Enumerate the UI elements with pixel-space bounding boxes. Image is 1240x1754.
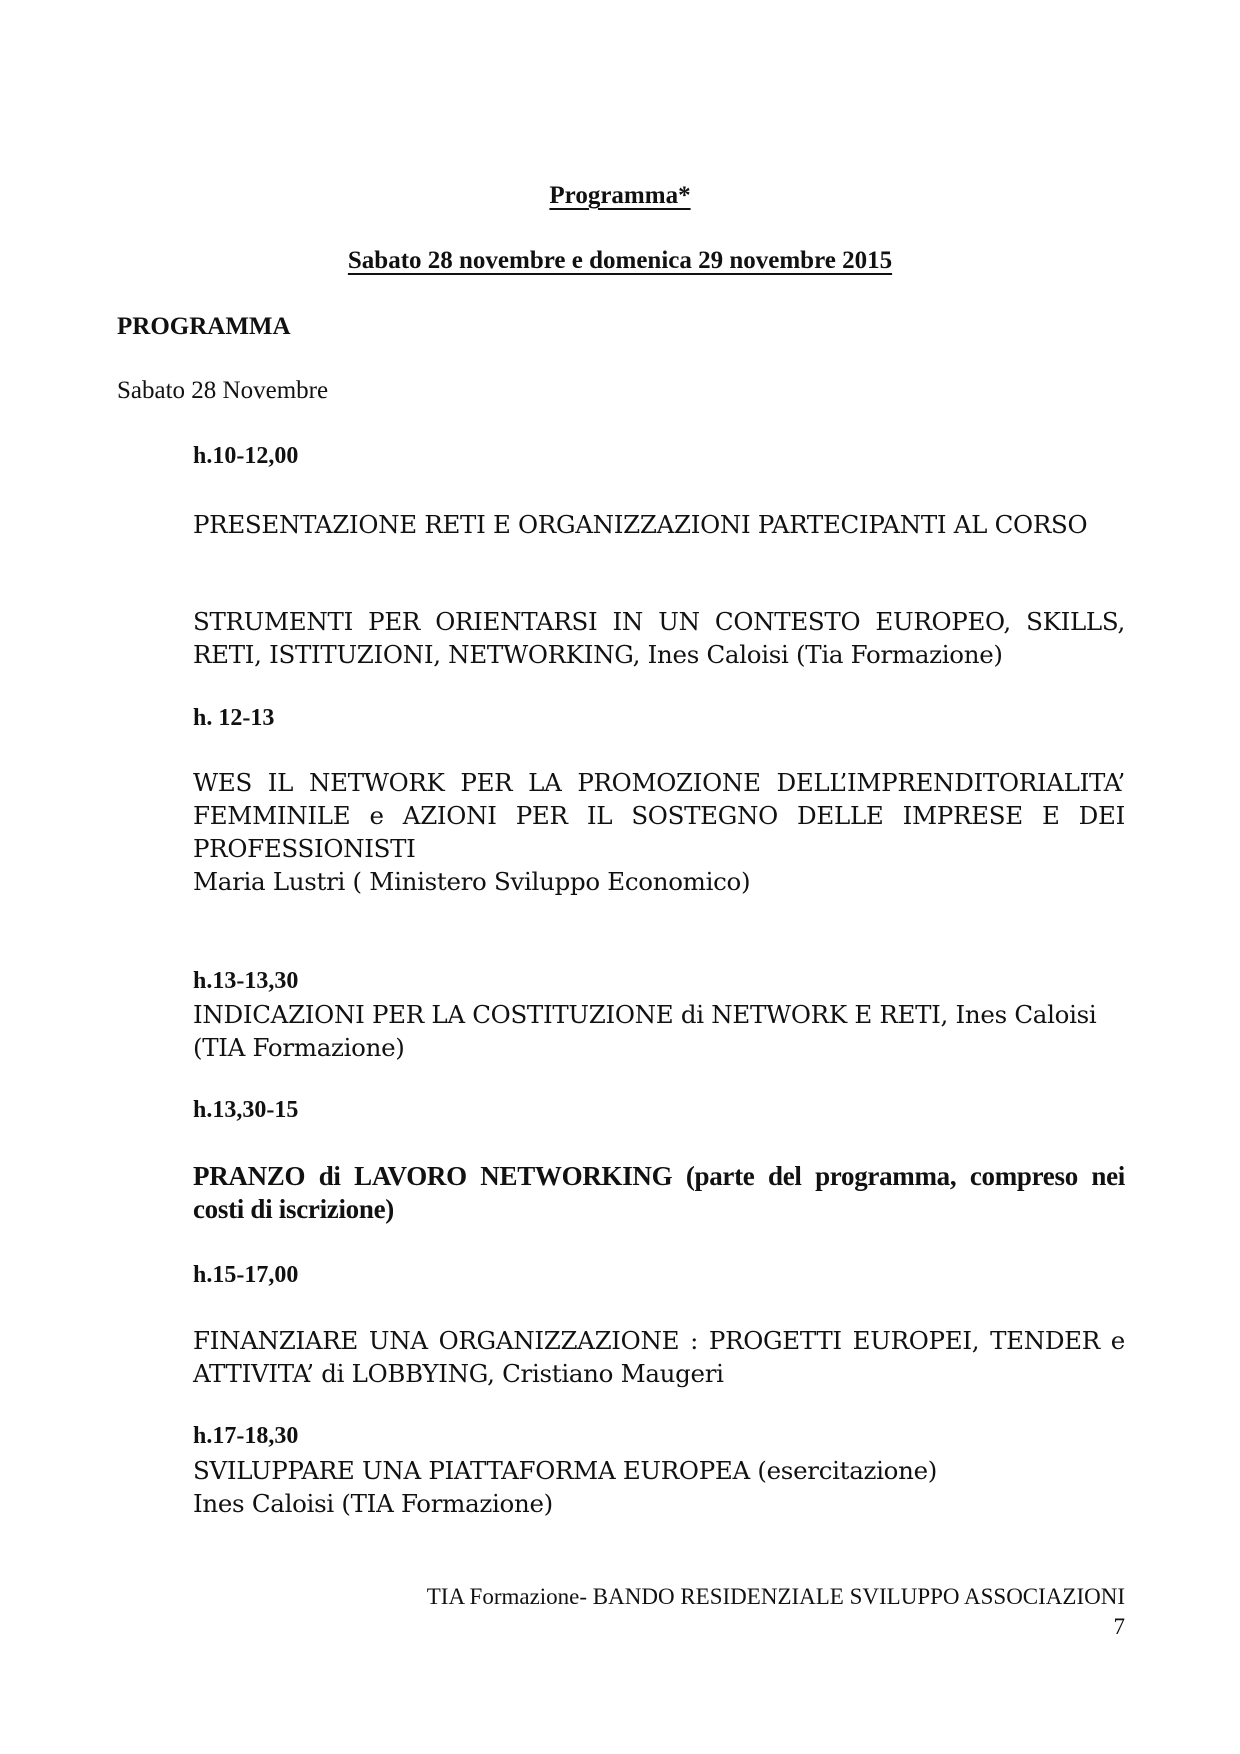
time-slot: h.13,30-15 <box>193 1097 299 1123</box>
time-slot: h.10-12,00 <box>193 443 299 469</box>
time-slot: h.15-17,00 <box>193 1262 299 1288</box>
time-slot: h. 12-13 <box>193 705 275 731</box>
schedule-text: PRANZO di LAVORO NETWORKING (parte del programma, compreso nei costi di iscrizione) <box>193 1161 1125 1224</box>
section-heading: PROGRAMMA <box>117 313 291 340</box>
schedule-text: Ines Caloisi (TIA Formazione) <box>193 1489 553 1518</box>
day-heading: Sabato 28 Novembre <box>117 377 329 404</box>
schedule-text: WES IL NETWORK PER LA PROMOZIONE DELL’IMPRENDITORIALITA’ FEMMINILE e AZIONI PER IL SOSTEGNO DELLE IMPRESE E DEI PROFESSIONISTI <box>193 768 1125 863</box>
footer-text: TIA Formazione- BANDO RESIDENZIALE SVILUPPO ASSOCIAZIONI <box>426 1584 1125 1609</box>
page-number: 7 <box>1113 1614 1125 1639</box>
time-slot: h.17-18,30 <box>193 1423 299 1449</box>
schedule-text: Maria Lustri ( Ministero Sviluppo Economico) <box>193 867 751 896</box>
page-title: Programma* <box>549 182 691 209</box>
schedule-text: SVILUPPARE UNA PIATTAFORMA EUROPEA (esercitazione) <box>193 1456 938 1485</box>
schedule-text: PRESENTAZIONE RETI E ORGANIZZAZIONI PARTECIPANTI AL CORSO <box>193 510 1088 539</box>
time-slot: h.13-13,30 <box>193 968 299 994</box>
schedule-text: FINANZIARE UNA ORGANIZZAZIONE : PROGETTI EUROPEI, TENDER e ATTIVITA’ di LOBBYING, Cristiano Maugeri <box>193 1326 1125 1388</box>
page-subtitle: Sabato 28 novembre e domenica 29 novembre 2015 <box>347 247 893 274</box>
schedule-text: INDICAZIONI PER LA COSTITUZIONE di NETWORK E RETI, Ines Caloisi (TIA Formazione) <box>193 1000 1097 1062</box>
schedule-text: STRUMENTI PER ORIENTARSI IN UN CONTESTO EUROPEO, SKILLS, RETI, ISTITUZIONI, NETWORKING, Ines Caloisi (Tia Formazione) <box>193 607 1125 669</box>
